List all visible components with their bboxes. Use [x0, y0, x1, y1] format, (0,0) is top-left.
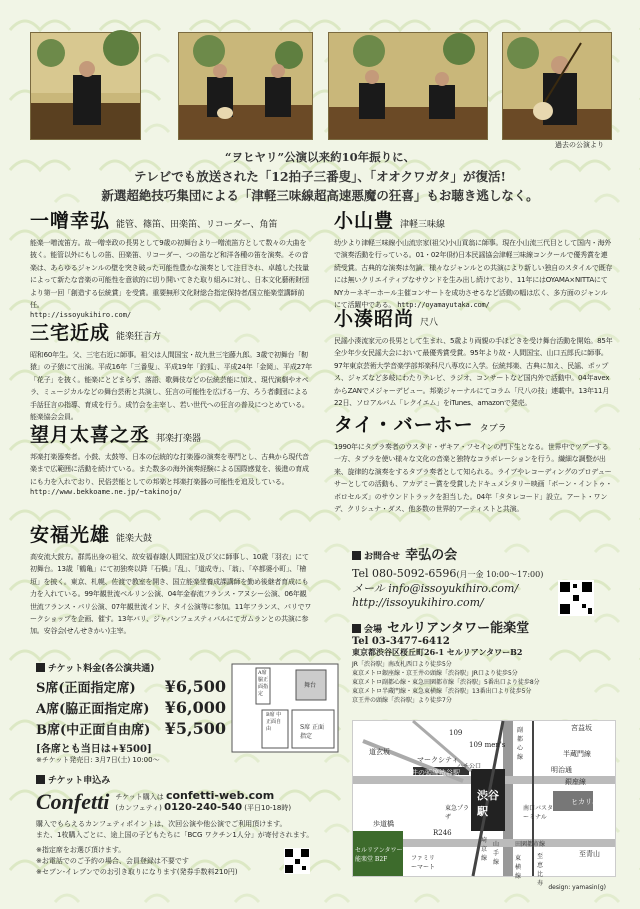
price-row: S席(正面指定席) ¥6,500 — [36, 677, 226, 696]
performer-name: 三宅近成 能楽狂言方 — [30, 322, 162, 344]
access-line: 京王井の頭線「渋谷駅」より徒歩7分 — [352, 697, 452, 704]
intro-text — [0, 148, 640, 205]
map-label: 半蔵門線 — [563, 750, 591, 758]
performer-name: 一噌幸弘 能管、篠笛、田楽笛、リコーダー、角笛 — [30, 210, 278, 232]
map-label: ハチ公口 — [457, 763, 482, 770]
seat-map — [226, 660, 344, 756]
ticket-section — [36, 656, 226, 766]
venue-map — [352, 720, 616, 887]
contact-section — [352, 544, 612, 705]
performer-title: 能管、篠笛、田楽笛、リコーダー、角笛 — [116, 220, 278, 230]
performer-issou — [30, 206, 312, 319]
performer-oyama — [334, 206, 614, 311]
venue-heading: 会場 セルリアンタワー能楽堂 — [352, 617, 612, 636]
intro-line: 新選超絶技巧集団による「津軽三味線超高速悪魔の狂喜」もお聴き逃しなく。 — [101, 188, 539, 203]
map-label: 渋谷駅 — [477, 789, 499, 818]
performer-title: 能楽大鼓 — [116, 534, 153, 544]
seat-label-a: A席 脇正面指定 — [258, 670, 269, 697]
confetti-tel[interactable]: 0120-240-540 — [164, 802, 243, 813]
contact-url[interactable]: http://issoyukihiro.com/ — [352, 596, 484, 609]
confetti-place: チケット購入は — [115, 793, 164, 801]
map-label: ファミリーマート — [411, 855, 436, 871]
confetti-row — [36, 789, 336, 815]
intro-line: テレビでも放送された「12拍子三番叟」、「オオクワガタ」が復活! — [133, 169, 506, 184]
sale-date: ※チケット発売日: 3月7日(土) 10:00〜 — [36, 756, 160, 764]
performer-title: 津軽三味線 — [400, 220, 446, 230]
photo-flute — [30, 32, 141, 140]
photo-caption: 過去の公演より — [555, 141, 604, 149]
map-label: 山手線 — [493, 841, 500, 866]
qr-code-confetti[interactable] — [284, 848, 310, 874]
map-label: マークシティ — [417, 756, 459, 764]
access-line: JR「渋谷駅」南改札西口より徒歩5分 — [352, 661, 452, 668]
photo-shamisen — [502, 32, 612, 140]
performer-bio: 高安流大鼓方。群馬出身の祖父、故安福春雄(人間国宝)及び父に師事し、10歳「羽衣」にて初舞台。13歳「鶴亀」にて初独奏以降「石橋」「乱」、「道成寺」、「翁」、「卒都婆小町」、「檜垣」を披く。東京、札幌、佐渡で教室を開き、国立能楽堂養成課講師を勤め後継者育成にも力を入れている。99年観世流ベルリン公演、04年金春流フランス・アヌシー公演、06年観世流フランス・パリ公演、07年観世流インド、タイ公演等に参加。11年フランス、パリでワークショップを企画、催す。13年バリ、ジャパンフェスティバルにてガムランとの共演に参加。安谷会(せんせきかい)主宰。 — [30, 553, 312, 636]
map-label: 至恵比寿 — [537, 853, 544, 887]
venue-access — [352, 660, 612, 705]
map-label: 埼京線 — [481, 837, 488, 862]
confetti-url[interactable]: confetti-web.com — [165, 789, 275, 802]
confetti-notes: 購入でもらえるカンフェティポイントは、次回公演や他公演でご利用頂けます。 また、1枚購入ごとに、途上国の子どもたちに「BCG ワクチン1人分」が寄付されます。 ※指定席をお選び頂けます。 ※お電話でのご予約の場合、会員登録は不要です ※セブン-イレブンでのお引き取りになります(発券手数料210円) — [36, 820, 314, 876]
door-price-note: [各席とも当日は+¥500] — [36, 744, 152, 755]
map-label: 田園都市線 — [515, 841, 546, 848]
performer-mochizuki — [30, 420, 312, 496]
performer-title: タブラ — [479, 424, 507, 434]
performer-name: タイ・バーホー タブラ — [334, 414, 507, 436]
intro-line: “ヲヒヤリ”公演以来約10年振りに、 — [224, 150, 416, 164]
map-label: セルリアンタワー能楽堂 B2F — [355, 847, 403, 863]
seat-label-s: S席 正面指定 — [300, 724, 325, 740]
map-label: 東急プラザ — [445, 805, 470, 821]
performer-link[interactable]: http://issoyukihiro.com/ — [30, 311, 132, 320]
performer-link[interactable]: http://oyamayutaka.com/ — [397, 301, 490, 310]
access-line: 東京メトロ半蔵門線・東急東横線「渋谷駅」13番出口より徒歩5分 — [352, 688, 532, 695]
contact-tel-row — [352, 567, 612, 580]
ticket-heading: チケット料金(各公演共通) — [36, 656, 226, 675]
performer-bio: 昭和60年生。父、三宅右近に師事。祖父は人間国宝・故九世三宅藤九郎。3歳で初舞台「靭猿」の子猿にて出演。平成16年「三番叟」、平成19年「釣狐」、平成24年「金岡」、平成27年「花子」を披く。能楽にとどまらず、落語、歌舞伎などの伝統芸能に加え、現代演劇やオペラ、ミュージカルなどの舞台芸術と共演し、狂言の可能性を広げる一方、ろう者劇団による手話狂言の指導、育成を行う。成竹会を主宰し、若い世代への狂言の普及につとめている。能楽協会会員。 — [30, 351, 312, 422]
performer-name: 小山豊 津軽三味線 — [334, 210, 446, 232]
map-label: ヒカリエ — [571, 798, 599, 806]
ticket-buy-heading: チケット申込み — [36, 768, 336, 787]
confetti-sub: (カンフェティ) — [115, 804, 162, 812]
map-label: R246 — [433, 829, 452, 837]
map-label: 副都心線 — [517, 727, 524, 761]
map-label: 宮益坂 — [571, 724, 592, 732]
performer-link[interactable]: http://www.bekkoame.ne.jp/~takinojo/ — [30, 488, 182, 497]
contact-tel[interactable]: Tel 080-5092-6596 — [352, 567, 457, 580]
map-label: 明治通 — [551, 766, 572, 774]
bullet-icon — [352, 551, 361, 560]
design-credit: design: yamasin(g) — [548, 884, 606, 891]
performer-bio: 能楽一噌流笛方。故一噌幸政の長男として9歳の初舞台より一噌流笛方として数々の大曲を披く。能管以外にもしの笛、田楽笛、リコーダー、つの笛など和洋各種の笛を演奏。その音楽は、あらゆるジャンルの壁を突き破った可能性豊かな演奏として注目され、卓越した技量によって新たな音楽の可能性を意欲的に切り開いてきた取り組みに対し、日本文化藝術財団より第一回「創造する伝統賞」を受賞。重要無形文化財総合指定保持者/国立能楽堂講師前任。 — [30, 239, 309, 310]
seat-label-b: B席 中正面自由 — [266, 712, 282, 732]
contact-heading: お問合せ 幸弘の会 — [352, 544, 612, 563]
bullet-icon — [36, 775, 45, 784]
map-label: 東横線 — [515, 855, 522, 880]
qr-code-contact[interactable] — [558, 580, 594, 616]
performer-name: 望月太喜之丞 邦楽打楽器 — [30, 424, 202, 446]
access-line: 東京メトロ銀座線・京王井の頭線「渋谷駅」JR口より徒歩5分 — [352, 670, 518, 677]
map-label: 109 men's — [469, 741, 506, 749]
photo-ensemble — [328, 32, 488, 140]
performer-tai — [334, 410, 614, 515]
confetti-info: チケット購入は confetti-web.com (カンフェティ) 0120-240-540 (平日10-18時) — [115, 789, 292, 813]
map-label: 銀座線 — [565, 778, 586, 786]
bullet-icon — [352, 624, 361, 633]
price-row: B席(中正面自由席) ¥5,500 — [36, 719, 226, 738]
performer-yasufuku — [30, 520, 312, 638]
performer-bio: 1990年にタブラ奏者のウスタド・ザキア・フセインの門下生となる。世界中でツアーする一方、タブラを使い様々な文化の音楽と独特なコラボレーションを行う。繊細な調整が出来、旋律的な演奏をするタブラ奏者として知られる。ライブやレコーディングのプロデューサーとしての活動も、アカデミー賞を受賞したドキュメンタリー映画「ボーン・イントゥ・ボロセルズ」のサウンドトラックを担当した。04年「タタレコード」設立。アート・ワンデ、クリシュナ・ダス、他多数の世界的アーティストと共演。 — [334, 443, 613, 514]
venue-name: セルリアンタワー能楽堂 — [387, 621, 530, 636]
price-row: A席(脇正面指定席) ¥6,000 — [36, 698, 226, 717]
performer-bio: 民謡小湊流家元の長男として生まれ、5歳より両親の手ほどきを受け舞台活動を開始。85年全少年少女民謡大会において最優秀賞受賞。95年より故・人間国宝、山口五郎氏に師事。97年東京芸術大学音楽学部邦楽科尺八専攻に入学。伝統邦楽、古典に加え、民謡、ポップス、ジャズなど多岐にわたりテレビ、ラジオ、コンサートなど国内外で活動中。04年avexからZANでメジャーデビュー。邦楽ジャーナルにてコラム「尺八の技」連載中。13年11月22日、ソロアルバム「レクイエム」をiTunes、amazonで発売。 — [334, 337, 613, 408]
performer-name: 安福光雄 能楽大鼓 — [30, 524, 153, 546]
venue-address: 東京都渋谷区桜丘町26-1 セルリアンタワーB2 — [352, 647, 523, 657]
map-label: 道玄坂 — [369, 748, 390, 756]
contact-mail[interactable]: メール info@issoyukihiro.com/ — [352, 582, 519, 595]
access-line: 東京メトロ副都心線・東急田園都市線「渋谷駅」5番出口より徒歩8分 — [352, 679, 540, 686]
performer-miyake — [30, 318, 312, 423]
performer-title: 尺八 — [420, 318, 439, 328]
map-label: 109 — [449, 729, 463, 737]
performance-photos — [30, 32, 610, 138]
performer-title: 能楽狂言方 — [116, 332, 162, 342]
map-label: 井の頭線渋谷駅 — [411, 769, 460, 777]
bullet-icon — [36, 663, 45, 672]
contact-hours: (月一金 10:00〜17:00) — [456, 570, 544, 579]
confetti-logo: Confetti — [36, 789, 110, 814]
contact-org: 幸弘の会 — [405, 548, 458, 563]
map-label: 至青山 — [579, 850, 600, 858]
photo-drums — [178, 32, 313, 140]
performer-name: 小湊昭尚 尺八 — [334, 308, 439, 330]
performer-bio: 邦楽打楽器奏者。小鼓、太鼓等、日本の伝統的な打楽器の演奏を専門とし、古典から現代音楽まで広範囲に活動を続けている。また数多の海外演奏経験による国際感覚を、後進の育成にも力を入れており、民俗芸能としての邦楽と邦楽打楽器の可能性を追及している。 — [30, 453, 309, 486]
seat-label-stage: 舞台 — [304, 682, 317, 689]
map-label: 歩道橋 — [373, 820, 394, 828]
map-label: 南口バスターミナル — [523, 805, 554, 821]
performer-title: 邦楽打楽器 — [156, 434, 202, 444]
venue-tel[interactable]: Tel 03-3477-6412 — [352, 636, 450, 647]
performer-kominato — [334, 304, 614, 409]
performer-bio: 幼少より津軽三味線小山流宗家(祖父)小山貢翁に師事。現在小山流三代目として国内・海外で演奏活動を行っている。01・02年(財)日本民謡協会津軽三味線コンクールで優秀賞を連続受賞。古典的な演奏は勿論、様々なジャンルとの共演により新しい独自のスタイルで既存には無いクリエイティブなサウンドを生み出し続けており、11年にはOYAMA×NITTAにてNYカーネギーホール主催コンサートを成功させるなど活動の幅は広く、多方面のジャンルにて活躍中である。 http://oyamayutaka.com/ — [334, 239, 613, 310]
